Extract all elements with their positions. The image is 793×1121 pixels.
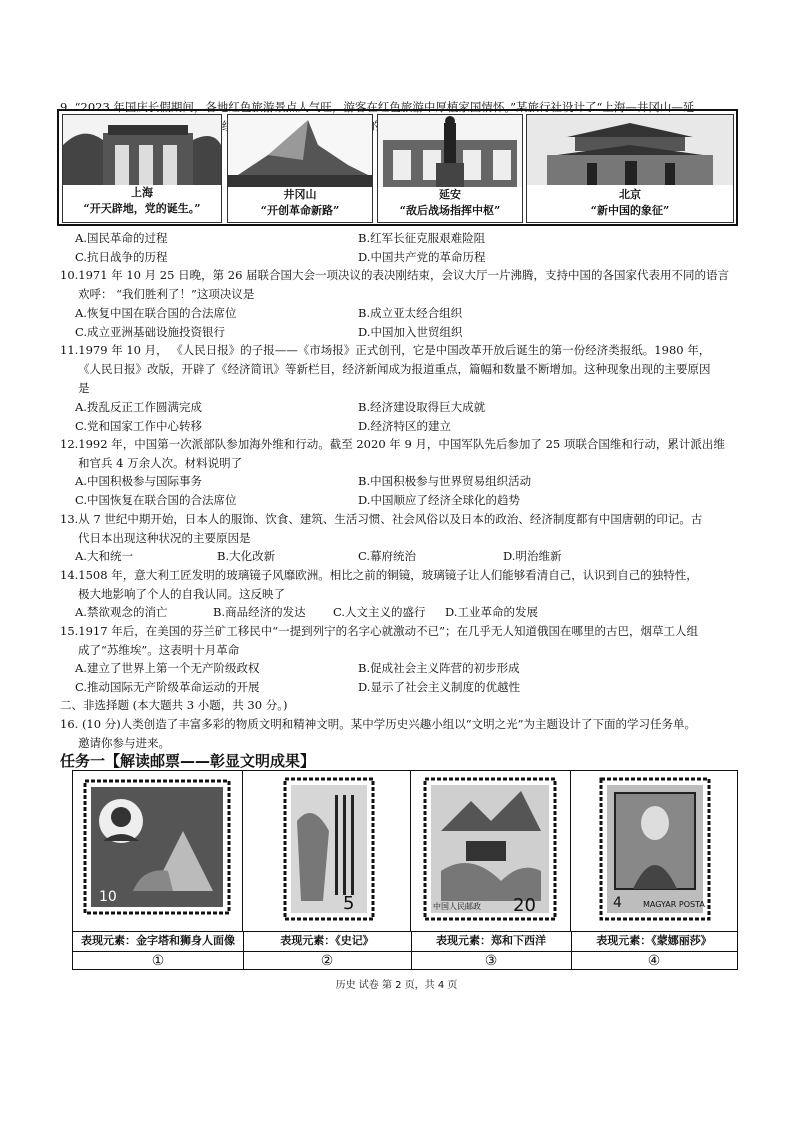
q10-options <box>75 304 745 341</box>
q13-options <box>75 547 745 566</box>
stamp-labels-row <box>73 931 737 951</box>
q15-line1: 15.1917 年后，在美国的芬兰矿工移民中“一提到列宁的名字心就激动不已”；在几乎无人知道俄国在哪里的古巴，烟草工人组 <box>60 624 698 638</box>
shiji-stamp <box>243 771 409 927</box>
q10-option-a[interactable]: A.恢复中国在联合国的合法席位 <box>75 306 237 320</box>
stamp-4-value: 4 <box>613 895 622 911</box>
q15-option-a[interactable]: A.建立了世界上第一个无产阶级政权 <box>75 661 260 675</box>
stamp-3-value: 20 <box>513 895 536 916</box>
q15-option-b[interactable]: B.促成社会主义阵营的初步形成 <box>358 661 520 675</box>
stamp-3-number: ③ <box>411 952 572 970</box>
jinggangshan-motto: “开创革命新路” <box>260 204 340 217</box>
stamp-4-number: ④ <box>647 953 661 969</box>
q13-line2: 代日本出现这种状况的主要原因是 <box>78 531 251 545</box>
q13-option-d[interactable]: D.明治维新 <box>503 549 562 563</box>
yanan-motto: “敌后战场指挥中枢” <box>399 204 501 217</box>
q15-option-d[interactable]: D.显示了社会主义制度的优越性 <box>358 679 520 694</box>
stamp-numbers-row <box>73 951 737 969</box>
stamp-2-label: 表现元素：《史记》 <box>243 932 412 952</box>
q14-line2: 极大地影响了个人的自我认同。这反映了 <box>78 587 285 601</box>
q14-line1: 14.1508 年，意大利工匠发明的玻璃镜子风靡欧洲。相比之前的铜镜，玻璃镜子让人们能够看清自己，认识到自己的独特性， <box>60 568 698 582</box>
q12-option-a[interactable]: A.中国积极参与国际事务 <box>75 474 202 488</box>
stamp-cell-1 <box>73 771 243 931</box>
stamp-cell-4 <box>571 771 737 931</box>
q9-option-b[interactable]: B.红军长征克服艰难险阻 <box>358 231 486 245</box>
q9-options <box>75 229 745 266</box>
q14-option-b[interactable]: B.商品经济的发达 <box>213 605 306 619</box>
stamp-2-value: 5 <box>343 893 355 914</box>
q16-line2: 邀请你参与进来。 <box>78 736 170 750</box>
zhenghe-stamp <box>411 771 569 927</box>
stamp-1-number: ① <box>73 952 244 970</box>
q12-line2: 和官兵 4 万余人次。材料说明了 <box>78 456 243 470</box>
q9-option-a[interactable]: A.国民革命的过程 <box>75 231 168 245</box>
q11-line2: 《人民日报》改版，开辟了《经济简讯》等新栏目，经济新闻成为报道重点，篇幅和数量不断增加。这种现象出现的主要原因 <box>78 362 711 376</box>
q12-line1: 12.1992 年，中国第一次派部队参加海外维和行动。截至 2020 年 9 月，中国军队先后参加了 25 项联合国维和行动，累计派出维 <box>60 437 725 451</box>
q13-option-b[interactable]: B.大化改新 <box>217 549 276 563</box>
shanghai-place: 上海 <box>131 186 153 199</box>
question-11 <box>60 341 750 398</box>
q9-option-d[interactable]: D.中国共产党的革命历程 <box>358 249 486 264</box>
q11-option-a[interactable]: A.拨乱反正工作圆满完成 <box>75 400 202 414</box>
q14-options <box>75 603 745 622</box>
beijing-motto: “新中国的象征” <box>590 204 670 217</box>
q13-option-c[interactable]: C.幕府统治 <box>358 549 417 563</box>
stamp-1-label: 表现元素：金字塔和狮身人面像 <box>73 932 244 952</box>
q11-option-b[interactable]: B.经济建设取得巨大成就 <box>358 400 486 414</box>
q16-line1: 16. (10 分)人类创造了丰富多彩的物质文明和精神文明。某中学历史兴趣小组以“文明之光”为主题设计了下面的学习任务单。 <box>60 717 696 731</box>
shanghai-building-image <box>63 115 221 185</box>
q14-option-c[interactable]: C.人文主义的盛行 <box>333 605 426 619</box>
q12-option-c[interactable]: C.中国恢复在联合国的合法席位 <box>75 492 237 507</box>
q15-option-c[interactable]: C.推动国际无产阶级革命运动的开展 <box>75 679 260 694</box>
mona-lisa-stamp <box>571 771 735 927</box>
jinggangshan-place: 井冈山 <box>283 188 317 201</box>
q11-line1: 11.1979 年 10 月， 《人民日报》的子报——《市场报》正式创刊，它是中国改革开放后诞生的第一份经济类报纸。1980 年， <box>60 343 711 357</box>
q9-line1: 9. “2023 年国庆长假期间，各地红色旅游景点人气旺，游客在红色旅游中厚植家国情怀。”某旅行社设计了“上海—井冈山—延 <box>60 100 695 114</box>
stamp-3-label: 表现元素：郑和下西洋 <box>411 932 572 952</box>
question-10 <box>60 266 750 304</box>
q11-option-c[interactable]: C.党和国家工作中心转移 <box>75 418 203 433</box>
q13-line1: 13.从 7 世纪中期开始，日本人的服饰、饮食、建筑、生活习惯、社会风俗以及日本的政治、经济制度都有中国唐朝的印记。古 <box>60 512 703 526</box>
q11-options <box>75 398 745 435</box>
q10-line1: 10.1971 年 10 月 25 日晚，第 26 届联合国大会一项决议的表决刚结束，会议大厅一片沸腾，支持中国的各国家代表用不同的语言 <box>60 268 730 282</box>
q15-line2: 成了“苏维埃”。这表明十月革命 <box>78 643 240 657</box>
q10-option-b[interactable]: B.成立亚太经合组织 <box>358 306 463 320</box>
yanan-place: 延安 <box>439 188 461 201</box>
q10-option-c[interactable]: C.成立亚洲基础设施投资银行 <box>75 324 226 339</box>
stamp-1-value: 10 <box>99 889 117 905</box>
q12-option-b[interactable]: B.中国积极参与世界贸易组织活动 <box>358 474 532 488</box>
q14-option-a[interactable]: A.禁欲观念的消亡 <box>75 605 168 619</box>
stamp-4-label: 表现元素：《蒙娜丽莎》 <box>596 934 712 947</box>
q15-options <box>75 659 745 696</box>
jinggangshan-monument-image <box>228 115 372 187</box>
q13-option-a[interactable]: A.大和统一 <box>75 549 133 563</box>
q11-option-d[interactable]: D.经济特区的建立 <box>358 418 451 433</box>
task-1-heading: 任务一【解读邮票——彰显文明成果】 <box>60 752 316 770</box>
question-16 <box>60 715 750 753</box>
q10-option-d[interactable]: D.中国加入世贸组织 <box>358 324 463 339</box>
question-15 <box>60 622 750 660</box>
q12-option-d[interactable]: D.中国顺应了经济全球化的趋势 <box>358 492 520 507</box>
tiananmen-image <box>527 115 733 185</box>
question-14 <box>60 566 750 604</box>
q14-option-d[interactable]: D.工业革命的发展 <box>445 605 538 619</box>
beijing-place: 北京 <box>619 188 641 201</box>
page-footer: 历史 试卷 第 2 页，共 4 页 <box>335 980 458 991</box>
question-13 <box>60 510 750 548</box>
q12-options <box>75 472 745 509</box>
stamp-table <box>72 770 738 970</box>
stamp-cell-2 <box>243 771 411 931</box>
q11-line3: 是 <box>78 381 90 395</box>
red-tour-figure <box>57 109 738 226</box>
stamp-2-number: ② <box>243 952 412 970</box>
yanan-statue-image <box>378 115 522 187</box>
section-2-heading: 二、非选择题 (本大题共 3 小题，共 30 分。) <box>60 698 288 712</box>
question-12 <box>60 435 750 473</box>
stamp-cell-3 <box>411 771 571 931</box>
pyramid-sphinx-stamp <box>73 771 241 927</box>
stamp-3-country: 中国人民邮政 <box>433 902 481 911</box>
q10-line2: 欢呼： “我们胜利了！”这项决议是 <box>78 287 255 301</box>
stamp-4-country: MAGYAR POSTA <box>643 900 705 909</box>
q9-option-c[interactable]: C.抗日战争的历程 <box>75 249 168 264</box>
shanghai-motto: “开天辟地，党的诞生。” <box>83 202 201 215</box>
